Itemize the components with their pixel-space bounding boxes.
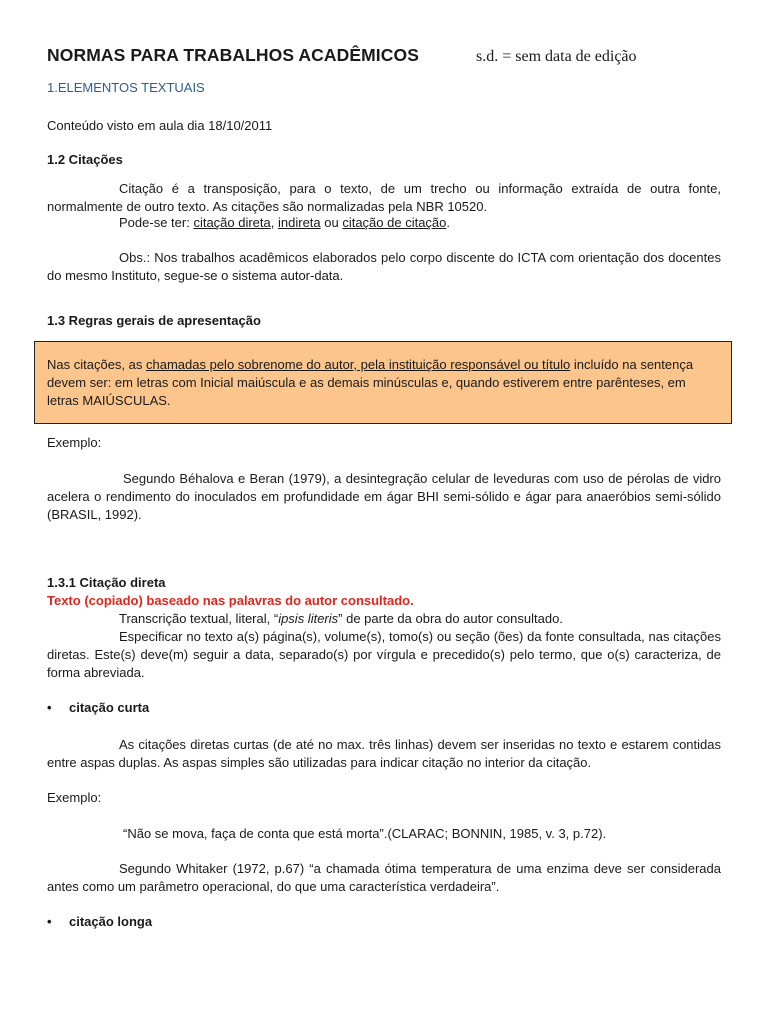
- paragraph-especificar: Especificar no texto a(s) página(s), volume(s), tomo(s) ou seção (ões) da fonte consultada, nas citações diretas. Este(s) deve(m) seguir a data, separado(s) por vírgula e precedido(s) pelo termo, que o(s) caracteriza, de forma abreviada.: [47, 629, 721, 680]
- tipos-sep2: ou: [320, 215, 343, 230]
- bullet-citacao-curta-label: citação curta: [69, 700, 150, 715]
- section-heading-elementos-textuais: 1.ELEMENTOS TEXTUAIS: [47, 80, 205, 95]
- tipos-prefix: Pode-se ter:: [119, 215, 194, 230]
- paragraph-citacao-definicao: Citação é a transposição, para o texto, de um trecho ou informação extraída de outra fonte, normalmente de outro texto. As citações são normalizadas pela NBR 10520.: [47, 181, 721, 214]
- ipsis-literis: ipsis literis: [278, 611, 339, 626]
- bullet-dot-icon: •: [47, 700, 52, 715]
- heading-regras-gerais: 1.3 Regras gerais de apresentação: [47, 313, 261, 328]
- link-citacao-de-citacao[interactable]: citação de citação: [342, 215, 447, 230]
- quote-clarac-bonnin: “Não se mova, faça de conta que está morta”.(CLARAC; BONNIN, 1985, v. 3, p.72).: [123, 826, 607, 841]
- heading-citacao-direta: 1.3.1 Citação direta: [47, 575, 166, 590]
- bullet-citacao-curta: [47, 700, 149, 715]
- rule-highlight-box: [34, 341, 732, 424]
- quote-whitaker: Segundo Whitaker (1972, p.67) “a chamada ótima temperatura de uma enzima deve ser considerada antes como um parâmetro operacional, do que uma característica verdadeira”.: [47, 861, 721, 894]
- transcricao-prefix: Transcrição textual, literal, “: [119, 611, 279, 626]
- bullet-dot-icon: •: [47, 914, 52, 929]
- document-title: NORMAS PARA TRABALHOS ACADÊMICOS: [47, 45, 419, 65]
- paragraph-citacoes-curtas: As citações diretas curtas (de até no max. três linhas) devem ser inseridas no texto e estarem contidas entre aspas duplas. As aspas simples são utilizadas para indicar citação no interior da citação.: [47, 737, 721, 770]
- box-underlined-text: chamadas pelo sobrenome do autor, pela instituição responsável ou título: [146, 357, 571, 372]
- box-suffix: incluído na sentença devem ser: em letras com Inicial maiúscula e as demais minúsculas e, quando estiverem entre parênteses, em letras MAIÚSCULAS.: [47, 357, 694, 408]
- example-label-2: Exemplo:: [47, 790, 102, 805]
- link-indireta[interactable]: indireta: [278, 215, 321, 230]
- highlight-texto-copiado: Texto (copiado) baseado nas palavras do autor consultado.: [47, 593, 414, 608]
- paragraph-obs: Obs.: Nos trabalhos acadêmicos elaborados pelo corpo discente do ICTA com orientação dos docentes do mesmo Instituto, segue-se o sistema autor-data.: [47, 250, 721, 283]
- tipos-sep1: ,: [270, 215, 278, 230]
- transcricao-suffix: ” de parte da obra do autor consultado.: [338, 611, 563, 626]
- paragraph-transcricao: [119, 610, 719, 628]
- example-label-1: Exemplo:: [47, 435, 102, 450]
- paragraph-tipos-citacao: [119, 214, 719, 232]
- link-citacao-direta[interactable]: citação direta: [193, 215, 271, 230]
- class-note: Conteúdo visto em aula dia 18/10/2011: [47, 118, 273, 133]
- tipos-end: .: [446, 215, 451, 230]
- bullet-citacao-longa: [47, 914, 152, 929]
- bullet-citacao-longa-label: citação longa: [69, 914, 153, 929]
- sd-note: s.d. = sem data de edição: [476, 48, 637, 65]
- box-prefix: Nas citações, as: [47, 357, 146, 372]
- example-paragraph-behalova: Segundo Béhalova e Beran (1979), a desintegração celular de leveduras com uso de pérolas de vidro acelera o rendimento do inoculados em profundidade em ágar BHI semi-sólido e ágar para anaeróbios semi-sólido (BRASIL, 1992).: [47, 471, 721, 522]
- heading-citacoes: 1.2 Citações: [47, 152, 123, 167]
